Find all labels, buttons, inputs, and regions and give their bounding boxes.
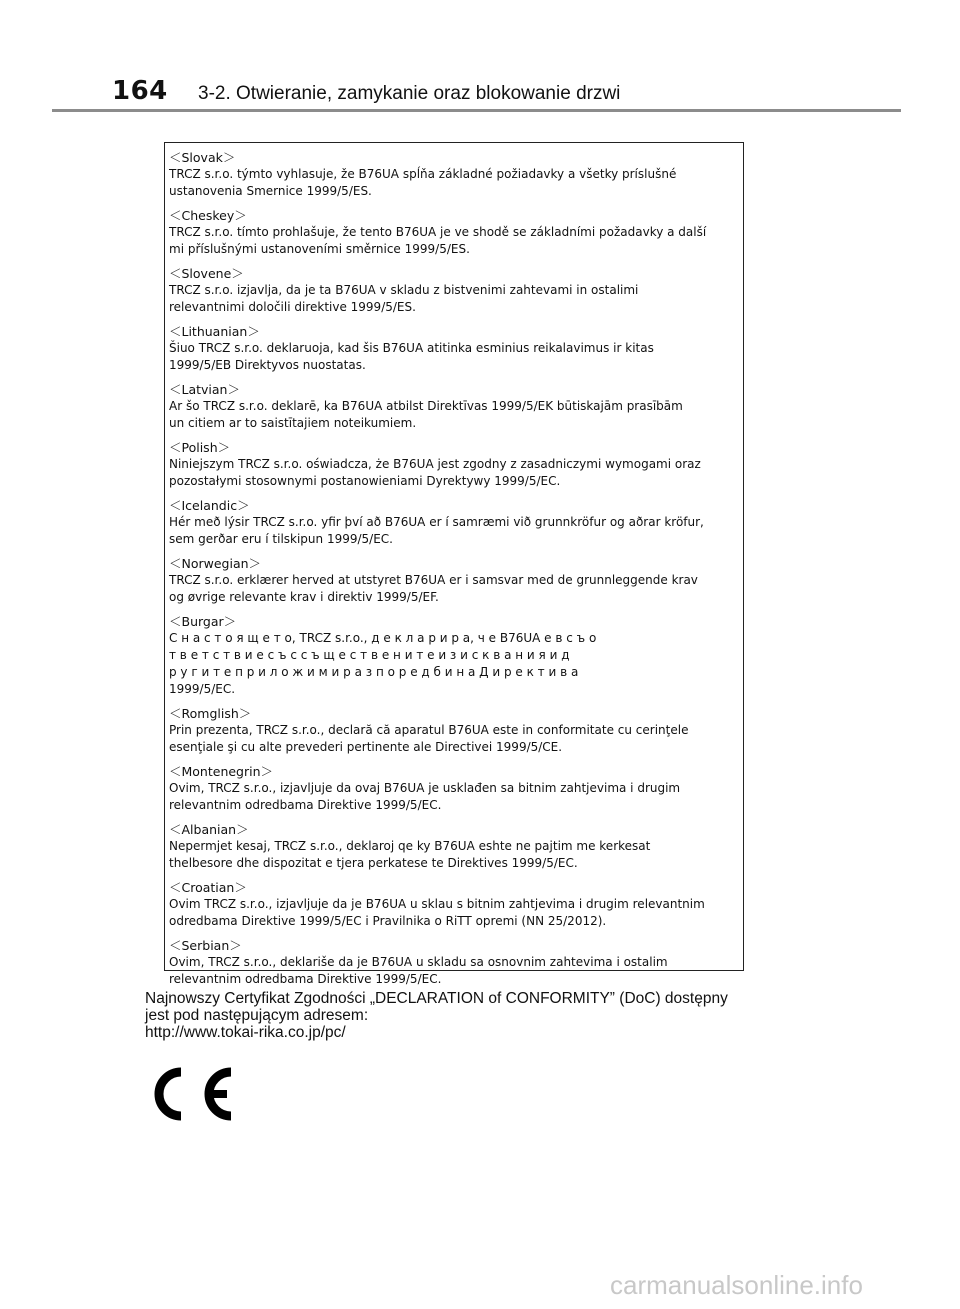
declaration-language: ＜Polish＞ [169,440,231,455]
declaration-text: TRCZ s.r.o. tímto prohlašuje, že tento B76UA je ve shodě se základními požadavky a další mi příslušnými ustanoveními směrnice 1999/5/ES. [169,225,707,256]
doc-availability-note [145,990,825,1041]
declaration-language: ＜Latvian＞ [169,382,240,397]
declaration-language: ＜Albanian＞ [169,822,249,837]
declarations-box [164,142,744,986]
declaration-section [169,879,739,930]
declaration-text: TRCZ s.r.o. izjavlja, da je ta B76UA v skladu z bistvenimi zahtevami in ostalimi relevantnimi določili direktive 1999/5/ES. [169,283,639,314]
declaration-section [169,821,739,872]
declaration-language: ＜Serbian＞ [169,938,242,953]
declaration-language: ＜Slovene＞ [169,266,244,281]
chapter-title: 3-2. Otwieranie, zamykanie oraz blokowanie drzwi [198,83,621,104]
declaration-text: Hér með lýsir TRCZ s.r.o. yfir því að B76UA er í samræmi við grunnkröfur og aðrar kröfur, sem gerðar eru í tilskipun 1999/5/EC. [169,515,704,546]
declaration-text: Ar šo TRCZ s.r.o. deklarē, ka B76UA atbilst Direktīvas 1999/5/EK būtiskajām prasībām un citiem ar to saistītajiem noteikumiem. [169,399,683,430]
declaration-text: Niniejszym TRCZ s.r.o. oświadcza, że B76UA jest zgodny z zasadniczymi wymogami oraz pozostałymi stosownymi postanowieniami Dyrektywy 1999/5/EC. [169,457,701,488]
declaration-section [169,613,739,698]
declaration-language: ＜Slovak＞ [169,150,236,165]
declaration-language: ＜Cheskey＞ [169,208,247,223]
page-header [0,0,960,112]
doc-url[interactable]: http://www.tokai-rika.co.jp/pc/ [145,1024,346,1041]
page-number: 164 [112,76,168,106]
declaration-section [169,705,739,756]
declaration-section [169,265,739,316]
declaration-language: ＜Romglish＞ [169,706,252,721]
declaration-language: ＜Norwegian＞ [169,556,262,571]
declaration-text: С н а с т о я щ е т о, TRCZ s.r.o., д е к л а р и р а, ч е B76UA е в с ъ о т в е т с т в и е с ъ с с ъ щ е с т в е н и т е и з и с к в а н и я и д р у г и т е п р и л о ж и м и р а з п о р е д б и н а Д и р е к т и в а 1999/5/ЕС. [169,631,597,696]
declaration-language: ＜Croatian＞ [169,880,247,895]
declaration-section [169,149,739,200]
declaration-section [169,439,739,490]
declaration-section [169,381,739,432]
declaration-text: Ovim, TRCZ s.r.o., deklariše da je B76UA u skladu sa osnovnim zahtevima i ostalim relevantnim odredbama Direktive 1999/5/EC. [169,955,668,986]
declaration-text: Ovim, TRCZ s.r.o., izjavljuje da ovaj B76UA je usklađen sa bitnim zahtjevima i drugim relevantnim odredbama Direktive 1999/5/EC. [169,781,681,812]
note-line-1: Najnowszy Certyfikat Zgodności „DECLARATION of CONFORMITY” (DoC) dostępny [145,990,728,1007]
watermark: carmanualsonline.info [610,1270,863,1300]
declaration-language: ＜Montenegrin＞ [169,764,274,779]
declaration-text: Šiuo TRCZ s.r.o. deklaruoja, kad šis B76UA atitinka esminius reikalavimus ir kitas 1999/5/EB Direktyvos nuostatas. [169,341,654,372]
header-rule [52,109,901,112]
declaration-section [169,763,739,814]
ce-mark-icon [145,1063,237,1125]
note-line-2: jest pod następującym adresem: [145,1007,369,1024]
declaration-language: ＜Burgar＞ [169,614,237,629]
declaration-text: Prin prezenta, TRCZ s.r.o., declară că aparatul B76UA este in conformitate cu cerinţele esenţiale şi cu alte prevederi pertinente ale Directivei 1999/5/CE. [169,723,689,754]
declaration-text: TRCZ s.r.o. erklærer herved at utstyret B76UA er i samsvar med de grunnleggende krav og øvrige relevante krav i direktiv 1999/5/EF. [169,573,698,604]
declaration-text: TRCZ s.r.o. týmto vyhlasuje, že B76UA spĺňa základné požiadavky a všetky príslušné ustanovenia Smernice 1999/5/ES. [169,167,677,198]
declaration-section [169,937,739,988]
declaration-text: Nepermjet kesaj, TRCZ s.r.o., deklaroj qe ky B76UA eshte ne pajtim me kerkesat thelbesore dhe dispozitat e tjera perkatese te Direktives 1999/5/EC. [169,839,651,870]
declaration-language: ＜Lithuanian＞ [169,324,260,339]
declaration-language: ＜Icelandic＞ [169,498,250,513]
declaration-section [169,323,739,374]
declaration-section [169,555,739,606]
declaration-section [169,207,739,258]
declaration-text: Ovim TRCZ s.r.o., izjavljuje da je B76UA u sklau s bitnim zahtjevima i drugim relevantnim odredbama Direktive 1999/5/EC i Pravilnika o RiTT opremi (NN 25/2012). [169,897,705,928]
declaration-section [169,497,739,548]
